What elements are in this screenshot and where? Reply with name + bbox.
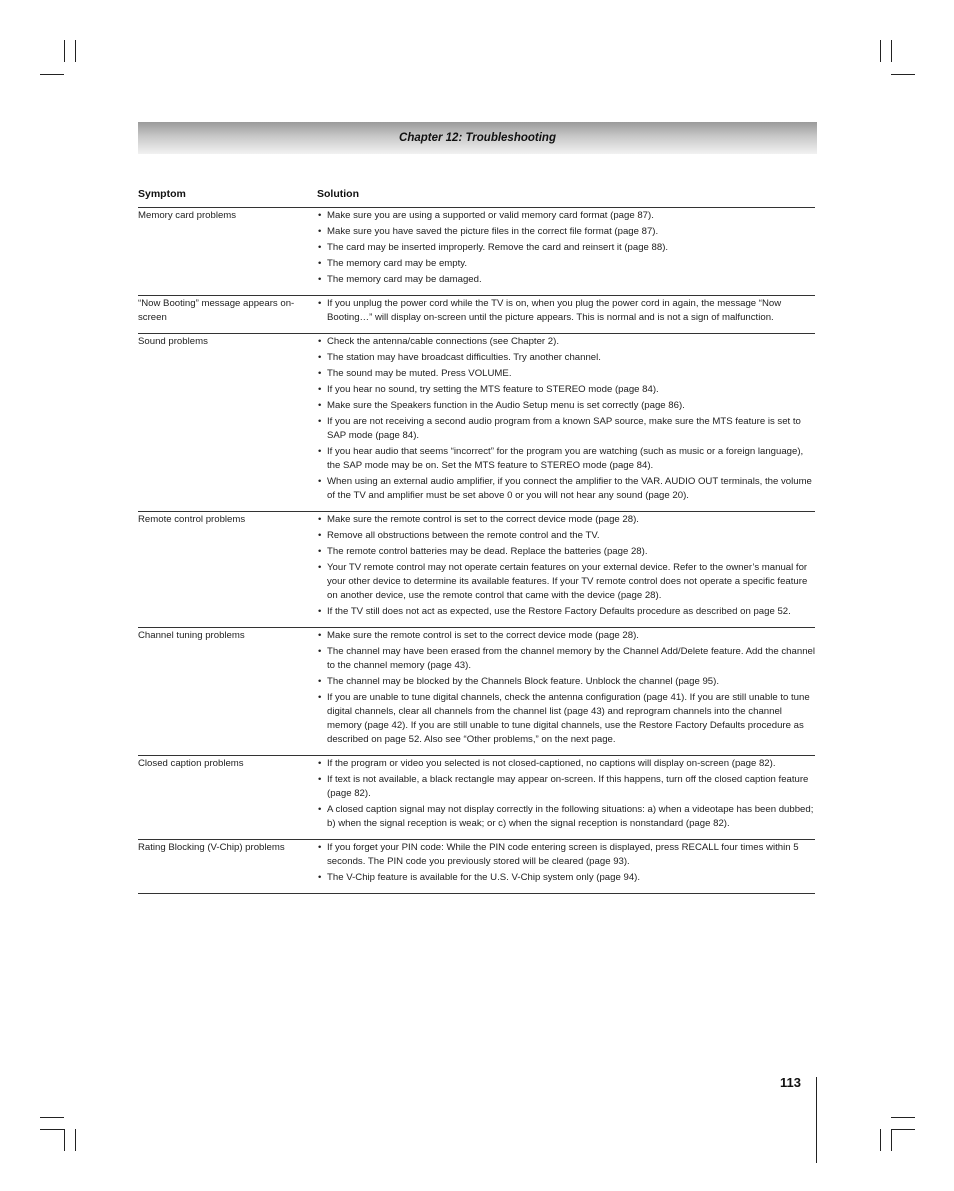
solution-column-header: Solution	[317, 188, 359, 200]
solution-list	[317, 757, 815, 833]
solution-item: • The memory card may be damaged.	[317, 273, 815, 287]
solution-item: • When using an external audio amplifier, if you connect the amplifier to the VAR. AUDIO OUT terminals, the volume of the TV and amplifier must be set above 0 or you will not hear any sound (page 20).	[317, 475, 815, 503]
solution-item: • Make sure you are using a supported or valid memory card format (page 87).	[317, 209, 815, 223]
symptom-cell: Remote control problems	[138, 514, 246, 525]
solution-list	[317, 209, 815, 289]
solution-item: • If the TV still does not act as expected, use the Restore Factory Defaults procedure as described on page 52.	[317, 605, 815, 619]
solution-item: • The station may have broadcast difficulties. Try another channel.	[317, 351, 815, 365]
solution-item: • If you are unable to tune digital channels, check the antenna configuration (page 41). If you are still unable to tune digital channels, clear all channels from the channel list (page 43) and reprogram channels into the channel memory (page 42). If you are still unable to tune digital channels, use the Restore Factory Defaults procedure as described on page 52. Also see “Other problems,” on the next page.	[317, 691, 815, 747]
symptom-cell: Closed caption problems	[138, 758, 244, 769]
table-row	[138, 208, 815, 296]
chapter-title: Chapter 12: Troubleshooting	[399, 132, 556, 144]
solution-list	[317, 841, 815, 887]
symptom-cell: Memory card problems	[138, 210, 237, 221]
solution-item: • The memory card may be empty.	[317, 257, 815, 271]
solution-list	[317, 629, 815, 749]
solution-item: • The channel may be blocked by the Channels Block feature. Unblock the channel (page 95).	[317, 675, 815, 689]
solution-item: • If text is not available, a black rectangle may appear on-screen. If this happens, turn off the closed caption feature (page 82).	[317, 773, 815, 801]
solution-item: • If you unplug the power cord while the TV is on, when you plug the power cord in again, the message “Now Booting…” will display on-screen until the picture appears. This is normal and is not a sign of malfunction.	[317, 297, 815, 325]
solution-item: • If you hear audio that seems “incorrect” for the program you are watching (such as music or a foreign language), the SAP mode may be on. Set the MTS feature to STEREO mode (page 84).	[317, 445, 815, 473]
symptom-cell: Rating Blocking (V-Chip) problems	[138, 842, 285, 853]
solution-item: • Remove all obstructions between the remote control and the TV.	[317, 529, 815, 543]
symptom-cell: Sound problems	[138, 336, 208, 347]
solution-item: • The sound may be muted. Press VOLUME.	[317, 367, 815, 381]
table-row	[138, 628, 815, 756]
solution-item: • The card may be inserted improperly. Remove the card and reinsert it (page 88).	[317, 241, 815, 255]
solution-item: • If you forget your PIN code: While the PIN code entering screen is displayed, press RECALL four times within 5 seconds. The PIN code you previously stored will be cleared (page 93).	[317, 841, 815, 869]
table-row	[138, 840, 815, 894]
solution-list	[317, 297, 815, 327]
solution-item: • If you hear no sound, try setting the MTS feature to STEREO mode (page 84).	[317, 383, 815, 397]
solution-item: • The remote control batteries may be dead. Replace the batteries (page 28).	[317, 545, 815, 559]
page-number-rule	[816, 1077, 817, 1163]
solution-item: • Make sure the remote control is set to the correct device mode (page 28).	[317, 513, 815, 527]
symptom-cell: “Now Booting” message appears on-screen	[138, 298, 295, 323]
solution-item: • Make sure the remote control is set to the correct device mode (page 28).	[317, 629, 815, 643]
troubleshooting-table	[138, 207, 815, 894]
page-number: 113	[780, 1075, 801, 1090]
solution-item: • If the program or video you selected is not closed-captioned, no captions will display on-screen (page 82).	[317, 757, 815, 771]
solution-item: • Your TV remote control may not operate certain features on your external device. Refer to the owner’s manual for your other device to determine its available features. If your TV remote control does not operate a specific feature on another device, use the remote control that came with the device (page 28).	[317, 561, 815, 603]
solution-list	[317, 335, 815, 505]
solution-item: • Make sure you have saved the picture files in the correct file format (page 87).	[317, 225, 815, 239]
table-row	[138, 756, 815, 840]
solution-item: • A closed caption signal may not display correctly in the following situations: a) when a videotape has been dubbed; b) when the signal reception is weak; or c) when the signal reception is nonstandard (page 82).	[317, 803, 815, 831]
table-row	[138, 296, 815, 334]
solution-item: • If you are not receiving a second audio program from a known SAP source, make sure the MTS feature is set to SAP mode (page 84).	[317, 415, 815, 443]
chapter-header	[138, 122, 817, 154]
solution-item: • The V-Chip feature is available for the U.S. V-Chip system only (page 94).	[317, 871, 815, 885]
solution-item: • The channel may have been erased from the channel memory by the Channel Add/Delete feature. Add the channel to the channel memory (page 43).	[317, 645, 815, 673]
symptom-cell: Channel tuning problems	[138, 630, 245, 641]
table-row	[138, 334, 815, 512]
symptom-column-header: Symptom	[138, 188, 186, 200]
solution-item: • Make sure the Speakers function in the Audio Setup menu is set correctly (page 86).	[317, 399, 815, 413]
solution-list	[317, 513, 815, 621]
table-row	[138, 512, 815, 628]
solution-item: • Check the antenna/cable connections (see Chapter 2).	[317, 335, 815, 349]
